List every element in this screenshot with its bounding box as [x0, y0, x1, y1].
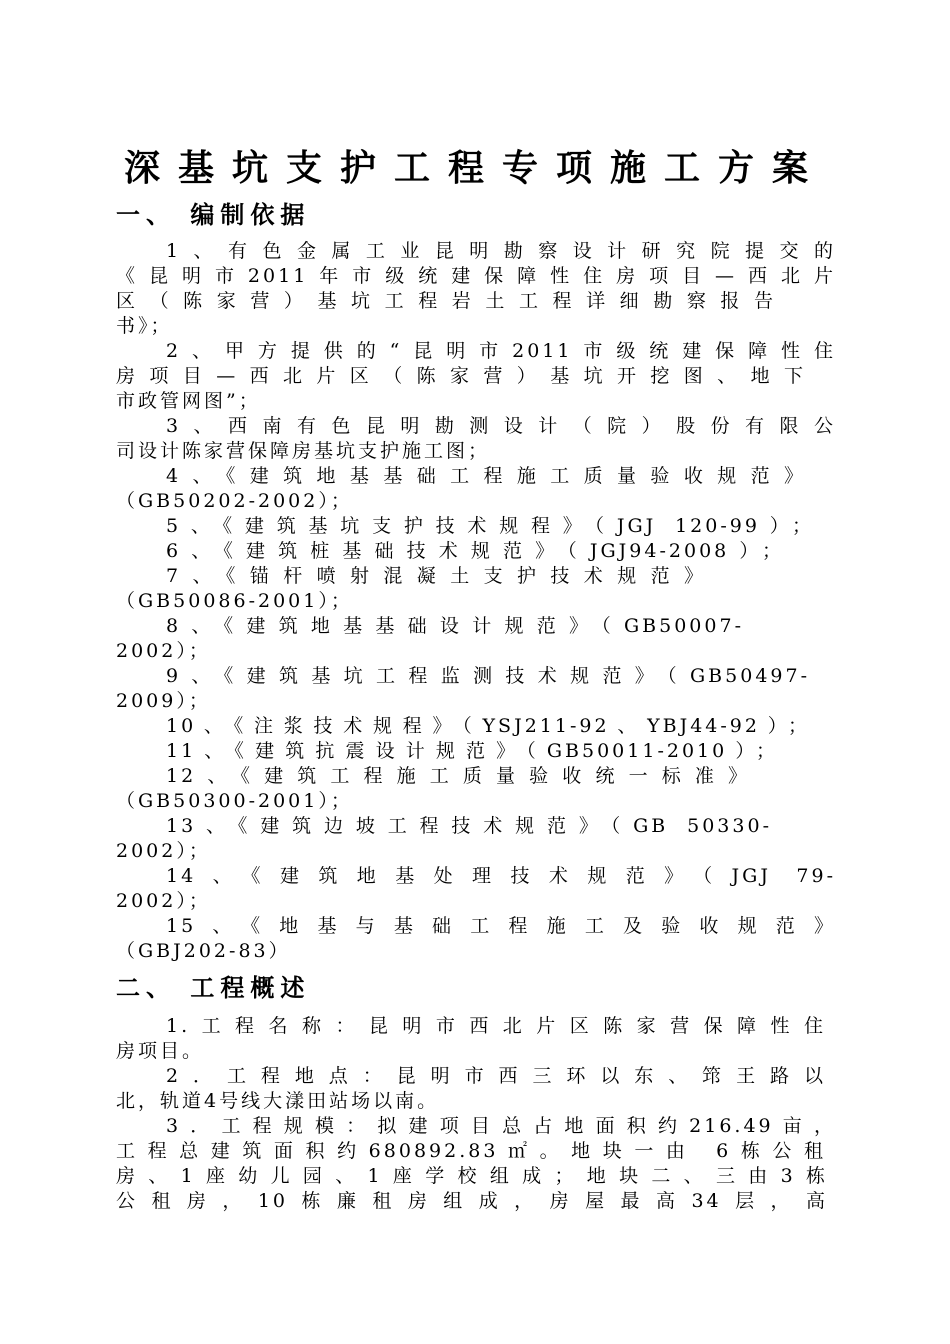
basis-line: 2002）； [116, 890, 211, 912]
basis-line: 《昆明市2011年市级统建保障性住房项目—西北片 [116, 265, 836, 287]
overview-line: 工程总建筑面积约680892.83㎡。地块一由 6栋公租 [116, 1140, 826, 1162]
basis-line: （GB50300-2001）； [116, 790, 353, 812]
basis-line: 2009）； [116, 690, 211, 712]
basis-line: 3、西南有色昆明勘测设计（院）股份有限公 [166, 415, 836, 437]
basis-line: 市政管网图”； [116, 390, 261, 412]
basis-line: 2、甲方提供的“昆明市2011市级统建保障性住 [166, 340, 836, 362]
document-title: 深基坑支护工程专项施工方案 [123, 147, 826, 189]
basis-line: （GB50202-2002）； [116, 490, 353, 512]
basis-line: 15、《地基与基础工程施工及验收规范》 [166, 915, 836, 937]
basis-line: 司设计陈家营保障房基坑支护施工图； [116, 440, 491, 462]
basis-line: 4、《建筑地基基础工程施工质量验收规范》 [166, 465, 806, 487]
basis-line: 14、《建筑地基处理技术规范》（JGJ 79- [166, 865, 836, 887]
basis-line: 7、《锚杆喷射混凝土支护技术规范》 [166, 565, 706, 587]
basis-line: 13、《建筑边坡工程技术规范》（GB 50330- [166, 815, 772, 837]
basis-line: 12、《建筑工程施工质量验收统一标准》 [166, 765, 750, 787]
basis-line: 5、《建筑基坑支护技术规程》（JGJ 120-99）； [166, 515, 814, 537]
overview-line: 房项目。 [116, 1040, 205, 1062]
basis-line: 房项目—西北片区（陈家营）基坑开挖图、地下 [116, 365, 806, 387]
basis-line: 书》； [116, 315, 173, 337]
overview-line: 公租房，10栋廉租房组成，房屋最高34层，高 [116, 1190, 828, 1212]
basis-line: 11、《建筑抗震设计规范》（GB50011-2010）； [166, 740, 778, 762]
basis-line: 9、《建筑基坑工程监测技术规范》（GB50497- [166, 665, 810, 687]
overview-line: 3．工程规模：拟建项目总占地面积约216.49亩， [166, 1115, 836, 1137]
section-heading-overview: 二、 工程概述 [116, 973, 311, 1002]
basis-line: 1、有色金属工业昆明勘察设计研究院提交的 [166, 240, 836, 262]
overview-line: 北，轨道4号线大漾田站场以南。 [116, 1090, 440, 1112]
overview-line: 2．工程地点：昆明市西三环以东、筇王路以 [166, 1065, 826, 1087]
basis-line: 区（陈家营）基坑工程岩土工程详细勘察报告 [116, 290, 776, 312]
basis-line: 10、《注浆技术规程》（YSJ211-92、YBJ44-92）； [166, 715, 810, 737]
overview-line: 房、1座幼儿园、1座学校组成；地块二、三由3栋 [116, 1165, 828, 1187]
basis-line: 2002）； [116, 840, 211, 862]
basis-line: 6、《建筑桩基础技术规范》（JGJ94-2008）； [166, 540, 784, 562]
overview-line: 1.工程名称：昆明市西北片区陈家营保障性住 [166, 1015, 826, 1037]
basis-line: （GB50086-2001）； [116, 590, 353, 612]
basis-line: 2002）； [116, 640, 211, 662]
basis-line: （GBJ202-83） [116, 940, 291, 962]
basis-line: 8、《建筑地基基础设计规范》（GB50007- [166, 615, 744, 637]
section-heading-basis: 一、 编制依据 [116, 200, 311, 229]
